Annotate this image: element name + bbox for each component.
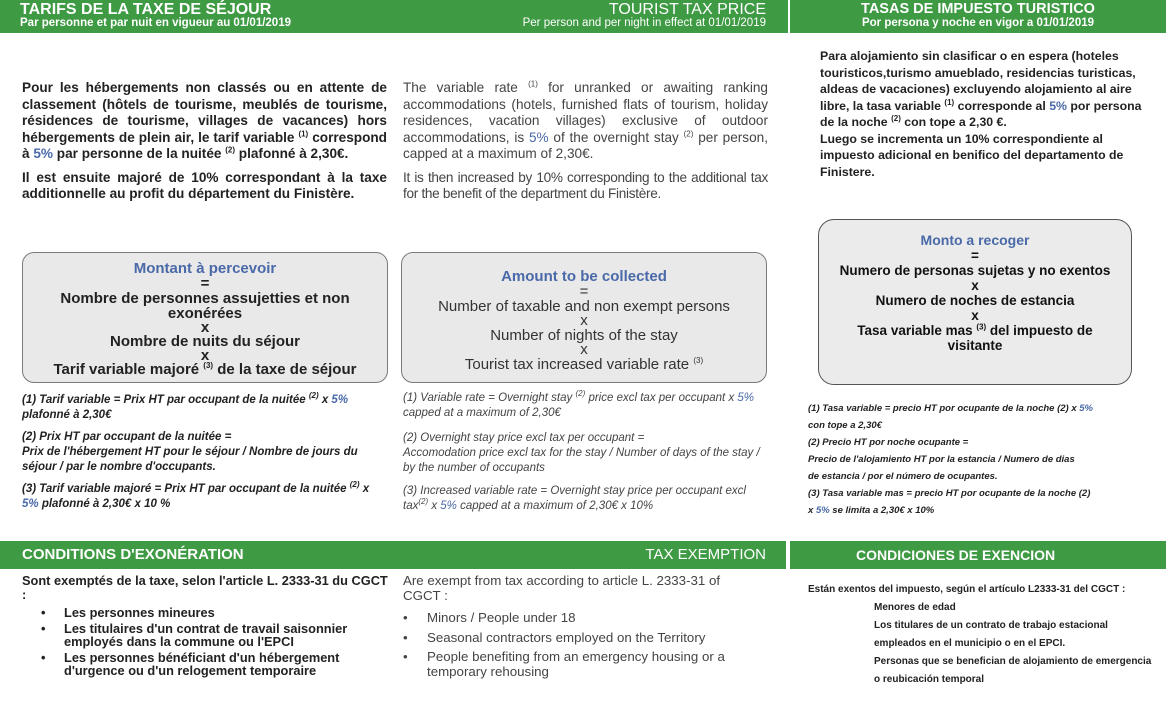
fr-box-times-1: x [200, 319, 210, 336]
en-paragraph-2: It is then increased by 10% corresponding to the additional tax for the benefit of the department du Finistère. [403, 169, 768, 201]
es-box-line-3: Tasa variable mas $^{(3)}$ del impuesto de visitante [857, 322, 1093, 353]
fr-box-line-3: Tarif variable majoré $^{(3)}$ de la taxe de séjour [53, 361, 357, 378]
en-footnote-2: (2) Overnight stay price excl tax per occupant = Accomodation price excl tax for the stay / Number of days of the stay / by the number of occupants [403, 432, 760, 474]
es-footnote-1: (1) Tasa variable = precio HT por ocupante de la noche (2) x 5% con tope a 2,30€ [808, 403, 1093, 431]
fr-formula-box [22, 252, 388, 383]
exemption-en [403, 574, 743, 679]
en-box-line-1: Number of taxable and non exempt persons [438, 297, 730, 315]
es-box-times-2: x [971, 308, 979, 323]
list-item: • Seasonal contractors employed on the Territory [403, 629, 706, 645]
list-item: Menores de edad [874, 602, 956, 613]
es-intro [820, 48, 1150, 180]
exemption-fr [22, 574, 392, 678]
en-box-line-3: Tourist tax increased variable rate $^{(3)}$ [464, 355, 704, 373]
en-footnote-3: (3) Increased variable rate = Overnight stay price per occupant excl tax$^{(2)}$ x 5% capped at a maximum of 2,30€ x 10% [403, 485, 746, 512]
exemption-band-fr-en [0, 541, 786, 569]
list-item: Los titulares de un contrato de trabajo estacional empleados en el municipio o en el EPCI. [874, 620, 1108, 649]
en-box-title: Amount to be collected [501, 268, 667, 285]
fr-box-equals: = [200, 275, 210, 292]
en-box-times-2: x [580, 341, 588, 358]
exemption-es [808, 580, 1158, 689]
fr-footnotes [22, 393, 374, 512]
es-box-times-1: x [971, 278, 979, 293]
exemption-fr-intro: Sont exemptés de la taxe, selon l'article L. 2333-31 du CGCT : [22, 573, 388, 602]
list-item: Personas que se benefician de alojamiento de emergencia o reubicación temporal [874, 656, 1152, 685]
fr-footnote-1: (1) Tarif variable = Prix HT par occupant de la nuitée $^{(2)}$ x 5% plafonné à 2,30€ [22, 391, 349, 421]
fr-paragraph-1: Pour les hébergements non classés ou en attente de classement (hôtels de tourisme, meublés de tourisme, résidences de tourisme, villages de vacances) hors hébergements de plein air, le tarif variable $^{(1)}$ correspond à 5% par personne de la nuitée $^{(2)}$ plafonné à 2,30€. [22, 80, 387, 161]
exemption-en-list [403, 611, 743, 679]
header-band-fr-en [0, 0, 788, 33]
list-item: • Les personnes mineures [41, 605, 215, 620]
es-title: TASAS DE IMPUESTO TURISTICO [861, 1, 1095, 17]
en-footnote-1: (1) Variable rate = Overnight stay $^{(2)}$ price excl tax per occupant x 5% capped at a maximum of 2,30€ [403, 389, 755, 419]
en-subtitle: Per person and per night in effect at 01/01/2019 [522, 17, 766, 29]
exemption-band-es [790, 541, 1166, 569]
exemption-es-list [808, 599, 1158, 689]
es-box-line-2: Numero de noches de estancia [875, 293, 1075, 308]
header-band-es [790, 0, 1166, 33]
fr-box-line-1: Nombre de personnes assujetties et non exonérées [60, 290, 350, 322]
es-box-equals: = [971, 248, 979, 263]
list-item: • Les titulaires d'un contrat de travail saisonnier employés dans la commune ou l'EPCI [41, 620, 348, 649]
exemption-en-title: TAX EXEMPTION [645, 546, 766, 563]
en-intro [403, 80, 768, 203]
es-box-title: Monto a recoger [920, 232, 1030, 248]
es-subtitle: Por persona y noche en vigor a 01/01/2019 [861, 17, 1095, 29]
en-paragraph-1: The variable rate $^{(1)}$ for unranked or awaiting ranking accommodations (hotels, furnished flats of tourism, holiday residences, vacation villages) exclusive of outdoor accommodations, is 5% of the overnight stay $^{(2)}$ per person, capped at a maximum of 2,30€. [403, 79, 768, 161]
fr-footnote-2: (2) Prix HT par occupant de la nuitée = Prix de l'hébergement HT pour le séjour / Nombre de jours du séjour / par le nombre d'occupants. [22, 431, 358, 473]
en-box-equals: = [579, 283, 589, 300]
exemption-es-title: CONDICIONES DE EXENCION [856, 547, 1056, 563]
es-footnote-2: (2) Precio HT por noche ocupante = Precio de l'alojamiento HT por la estancia / Numero de dias de estancia / por el número de ocupantes. [808, 437, 1075, 482]
exemption-fr-title: CONDITIONS D'EXONÉRATION [22, 546, 244, 563]
es-box-line-1: Numero de personas sujetas y no exentos [839, 263, 1111, 278]
en-box-line-2: Number of nights of the stay [490, 326, 678, 344]
exemption-en-intro: Are exempt from tax according to article L. 2333-31 of CGCT : [403, 573, 721, 603]
en-box-times-1: x [580, 312, 588, 329]
fr-footnote-3: (3) Tarif variable majoré = Prix HT par occupant de la nuitée $^{(2)}$ x 5% plafonné à 2,30€ x 10 % [22, 480, 370, 510]
es-paragraph-2: Luego se incrementa un 10% correspondiente al impuesto adicional en benifico del departamento de Finistere. [820, 131, 1124, 179]
es-formula-box [818, 219, 1132, 385]
es-footnote-3: (3) Tasa variable mas = precio HT por ocupante de la noche (2) x 5% se limita a 2,30€ x 10% [808, 488, 1091, 516]
fr-intro [22, 80, 387, 203]
es-paragraph-1: Para alojamiento sin clasificar o en espera (hoteles touristicos,turismo amueblado, residencias turisticas, aldeas de vacaciones) excluyendo alojamiento al aire libre, la tasa variable $^{(1)}$ corresponde al 5% por persona de la noche $^{(2)}$ con tope a 2,30 €. [820, 49, 1142, 129]
fr-subtitle: Par personne et par nuit en vigueur au 01/01/2019 [20, 17, 291, 29]
fr-box-times-2: x [200, 347, 210, 364]
list-item: • People benefiting from an emergency housing or a temporary rehousing [403, 649, 725, 679]
list-item: • Les personnes bénéficiant d'un hébergement d'urgence ou d'un relogement temporaire [41, 649, 340, 678]
es-footnotes [808, 400, 1148, 519]
en-formula-box [401, 252, 767, 383]
fr-title: TARIFS DE LA TAXE DE SÉJOUR [20, 1, 272, 18]
list-item: • Minors / People under 18 [403, 610, 576, 625]
exemption-fr-list [22, 606, 392, 678]
en-title: TOURIST TAX PRICE [608, 1, 766, 18]
fr-paragraph-2: Il est ensuite majoré de 10% correspondant à la taxe additionnelle au profit du département du Finistère. [22, 169, 387, 201]
en-footnotes [403, 391, 773, 514]
fr-box-line-2: Nombre de nuits du séjour [109, 333, 301, 350]
exemption-es-intro: Están exentos del impuesto, según el artículo L2333-31 del CGCT : [808, 584, 1126, 595]
fr-box-title: Montant à percevoir [133, 260, 277, 277]
